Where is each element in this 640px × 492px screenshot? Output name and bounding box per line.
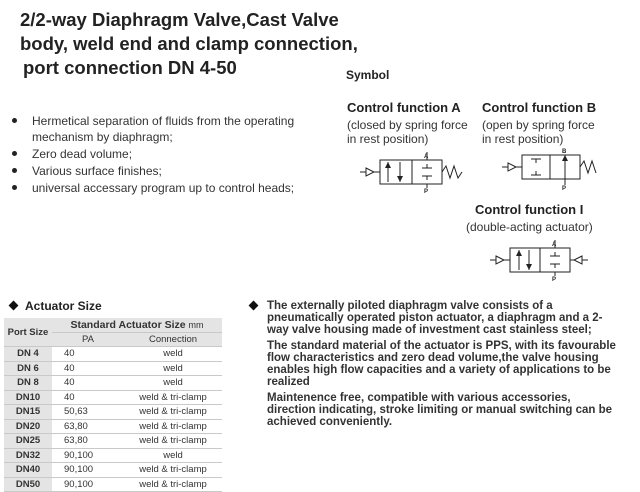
connection-cell: weld & tri-clamp: [124, 477, 222, 492]
control-function-a: [347, 101, 468, 146]
table-row: [4, 419, 222, 434]
table-row: [4, 477, 222, 492]
control-function-b-desc-1: (open by spring force: [482, 118, 595, 132]
actuator-size-table: [4, 318, 222, 492]
pa-cell: 63,80: [52, 419, 124, 434]
feature-item: Zero dead volume;: [10, 146, 330, 162]
table-row: [4, 448, 222, 463]
description-paragraph: The standard material of the actuator is PPS, with its favourable flow characteristics and zero dead volume,the valve housing enables high flow capacities and a variety of applications to be realized: [267, 340, 616, 388]
valve-symbol-i: [488, 236, 598, 282]
pa-cell: 40: [52, 347, 124, 362]
description-paragraph: The externally piloted diaphragm valve consists of a pneumatically operated piston actuator, a diaphragm and a 2-way valve housing made of investment cast stainless steel;: [267, 300, 620, 336]
port-label-a: A: [552, 242, 557, 248]
table-header-row: [4, 318, 222, 332]
connection-cell: weld & tri-clamp: [124, 405, 222, 420]
port-size-cell: DN32: [4, 448, 52, 463]
column-header-port-size: Port Size: [4, 318, 52, 347]
table-row: [4, 361, 222, 376]
control-function-i-desc: (double-acting actuator): [466, 220, 593, 234]
actuator-size-heading: [10, 299, 102, 313]
port-size-cell: DN20: [4, 419, 52, 434]
port-size-cell: DN 8: [4, 376, 52, 391]
pa-cell: 40: [52, 390, 124, 405]
port-label-p: P: [552, 277, 557, 282]
feature-item: Hermetical separation of fluids from the operating mechanism by diaphragm;: [10, 113, 330, 145]
control-function-a-title: Control function A: [347, 100, 461, 115]
port-label-p: P: [424, 189, 429, 194]
pa-cell: 40: [52, 376, 124, 391]
connection-cell: weld: [124, 361, 222, 376]
control-function-a-desc-2: in rest position): [347, 132, 429, 146]
pa-cell: 63,80: [52, 434, 124, 449]
port-size-cell: DN10: [4, 390, 52, 405]
port-size-cell: DN15: [4, 405, 52, 420]
standard-actuator-size-label: Standard Actuator Size: [70, 318, 186, 331]
table-row: [4, 376, 222, 391]
connection-cell: weld & tri-clamp: [124, 434, 222, 449]
port-label-a: A: [424, 154, 429, 160]
table-row: [4, 434, 222, 449]
port-label-b: B: [562, 149, 567, 155]
feature-list: [10, 113, 330, 197]
connection-cell: weld: [124, 376, 222, 391]
connection-cell: weld & tri-clamp: [124, 390, 222, 405]
pa-cell: 50,63: [52, 405, 124, 420]
connection-cell: weld: [124, 448, 222, 463]
description: [248, 300, 620, 432]
unit-label: mm: [188, 319, 204, 330]
pa-cell: 90,100: [52, 463, 124, 478]
control-function-b-desc-2: in rest position): [482, 132, 564, 146]
pa-cell: 40: [52, 361, 124, 376]
control-function-b-title: Control function B: [482, 100, 597, 115]
actuator-size-title: Actuator Size: [25, 299, 102, 313]
actuator-table-body: [4, 347, 222, 492]
title-line-3: port connection DN 4-50: [23, 57, 237, 78]
title-line-1: 2/2-way Diaphragm Valve,Cast Valve: [20, 9, 339, 30]
pa-cell: 90,100: [52, 477, 124, 492]
valve-symbol-a: [358, 148, 468, 194]
port-size-cell: DN40: [4, 463, 52, 478]
diamond-bullet-icon: [9, 301, 19, 311]
pa-cell: 90,100: [52, 448, 124, 463]
feature-item: Various surface finishes;: [10, 163, 330, 179]
title-line-2: body, weld end and clamp connection,: [20, 33, 358, 54]
column-header-connection: Connection: [124, 332, 222, 347]
port-size-cell: DN50: [4, 477, 52, 492]
table-row: [4, 463, 222, 478]
port-label-p: P: [562, 186, 567, 191]
description-paragraph: Maintenence free, compatible with various accessories, direction indicating, stroke limiting or manual switching can be achieved conveniently.: [267, 392, 613, 428]
valve-symbol-b: [500, 145, 600, 191]
control-function-i-title: Control function I: [475, 202, 584, 217]
port-size-cell: DN 4: [4, 347, 52, 362]
control-function-i: [466, 203, 593, 234]
symbol-heading: Symbol: [346, 68, 390, 82]
port-size-cell: DN 6: [4, 361, 52, 376]
table-row: [4, 405, 222, 420]
column-header-standard: [52, 318, 222, 332]
page-title: [20, 8, 400, 80]
table-row: [4, 347, 222, 362]
connection-cell: weld & tri-clamp: [124, 463, 222, 478]
connection-cell: weld: [124, 347, 222, 362]
column-header-pa: PA: [52, 332, 124, 347]
feature-item: universal accessary program up to control heads;: [10, 180, 330, 196]
connection-cell: weld & tri-clamp: [124, 419, 222, 434]
control-function-a-desc-1: (closed by spring force: [347, 118, 468, 132]
control-function-b: [482, 101, 596, 146]
port-size-cell: DN25: [4, 434, 52, 449]
table-row: [4, 390, 222, 405]
